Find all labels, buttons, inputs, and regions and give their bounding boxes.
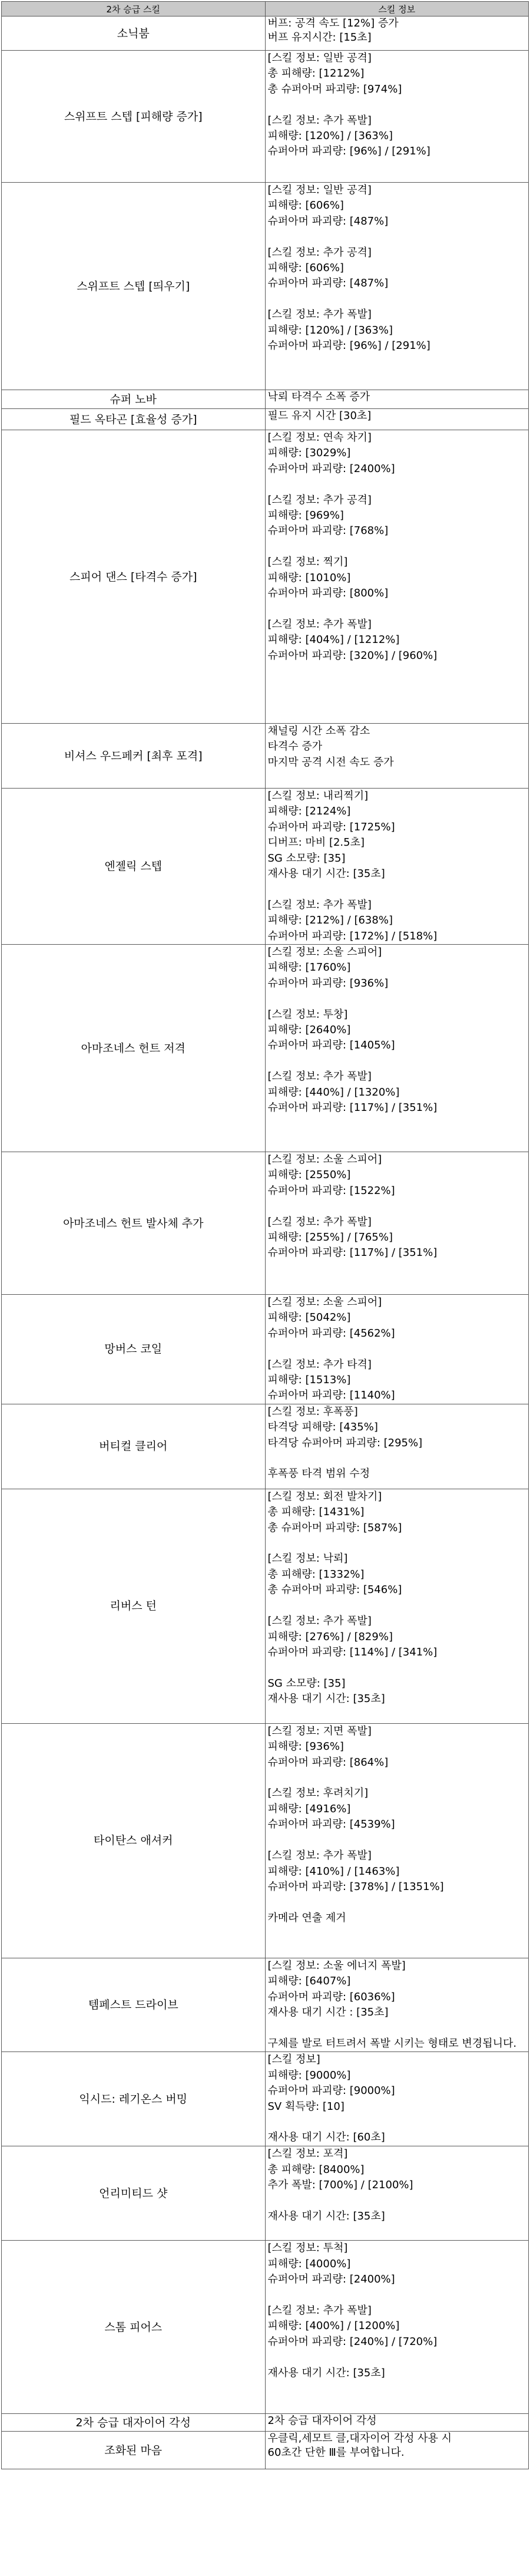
info-line: [스킬 정보: 연속 차기] — [267, 431, 372, 444]
info-line: [스킬 정보: 추가 폭발] — [267, 1615, 372, 1628]
info-line: 필드 유지 시간 [30초] — [267, 410, 372, 422]
info-line: 슈퍼아머 파괴량: [2400%] — [267, 462, 395, 475]
info-line: 총 슈퍼아머 파괴량: [587%] — [267, 1521, 402, 1534]
info-line: 총 슈퍼아머 파괴량: [974%] — [267, 83, 402, 95]
table-row — [2, 1404, 529, 1489]
skill-info — [265, 2432, 529, 2469]
info-line: 재사용 대기 시간: [35초] — [267, 1693, 385, 1706]
header-skill: 2차 승급 스킬 — [2, 2, 266, 17]
skill-name: 망버스 코일 — [2, 1295, 266, 1404]
info-line: [스킬 정보: 후려치기] — [267, 1787, 369, 1800]
info-line: 슈퍼아머 파괴량: [487%] — [267, 215, 389, 227]
info-line: [스킬 정보: 일반 공격] — [267, 184, 372, 196]
skill-name: 리버스 턴 — [2, 1489, 266, 1723]
info-line: 슈퍼아머 파괴량: [1725%] — [267, 820, 395, 833]
info-line: 피해량: [255%] / [765%] — [267, 1231, 393, 1244]
info-line: 2차 승급 대자이어 각성 — [267, 2415, 377, 2427]
info-line: [스킬 정보: 추가 폭발] — [267, 898, 372, 911]
info-line: [스킬 정보: 후폭풍] — [267, 1405, 358, 1418]
info-line: SG 소모량: [35] — [267, 1677, 346, 1690]
table-body — [2, 17, 529, 2469]
info-line: 피해량: [212%] / [638%] — [267, 914, 393, 927]
info-line — [268, 1895, 526, 1910]
info-line: 후폭풍 타격 범위 수정 — [267, 1467, 370, 1480]
info-line: 슈퍼아머 파괴량: [487%] — [267, 277, 389, 290]
table-row — [2, 2241, 529, 2414]
skill-name: 스위프트 스텝 [띄우기] — [2, 183, 266, 390]
skill-info — [265, 409, 529, 430]
info-line — [268, 1660, 526, 1675]
info-line: [스킬 정보: 추가 타격] — [267, 1358, 372, 1371]
info-line — [268, 1451, 526, 1466]
info-line: 피해량: [276%] / [829%] — [267, 1630, 393, 1643]
info-line — [268, 539, 526, 555]
skill-name: 스위프트 스텝 [피해량 증가] — [2, 51, 266, 183]
info-line: [스킬 정보: 소울 스피어] — [267, 1296, 382, 1309]
info-line: 재사용 대기 시간: [35초] — [267, 2366, 385, 2379]
info-line: 재사용 대기 시간 : [35초] — [267, 2006, 389, 2019]
skill-table — [1, 1, 529, 2469]
info-line: 슈퍼아머 파괴량: [96%] / [291%] — [267, 339, 430, 352]
info-line: 채널링 시간 소폭 감소 — [267, 725, 370, 737]
skill-info — [265, 724, 529, 789]
info-line: 슈퍼아머 파괴량: [1522%] — [267, 1184, 395, 1197]
info-line: [스킬 정보: 찍기] — [267, 556, 348, 569]
skill-name: 타이탄스 애셔커 — [2, 1723, 266, 1958]
info-line: [스킬 정보: 추가 폭발] — [267, 1215, 372, 1228]
info-line — [268, 1536, 526, 1551]
skill-info — [265, 390, 529, 409]
info-line: 슈퍼아머 파괴량: [117%] / [351%] — [267, 1246, 438, 1259]
info-line: 총 피해량: [1212%] — [267, 67, 365, 80]
header-row — [2, 2, 529, 17]
info-line: 피해량: [4916%] — [267, 1802, 351, 1815]
info-line: [스킬 정보: 소울 에너지 폭발] — [267, 1959, 406, 1972]
info-line: 총 피해량: [1332%] — [267, 1568, 365, 1581]
skill-name: 템페스트 드라이브 — [2, 1958, 266, 2051]
table-row — [2, 1958, 529, 2051]
info-line: [스킬 정보: 소울 스피어] — [267, 946, 382, 959]
info-line: 슈퍼아머 파괴량: [9000%] — [267, 2084, 395, 2097]
info-line — [268, 1199, 526, 1214]
info-line — [268, 1341, 526, 1357]
info-line: 피해량: [969%] — [267, 509, 344, 522]
skill-name: 아마조네스 헌트 저격 — [2, 945, 266, 1152]
info-line: [스킬 정보: 추가 공격] — [267, 493, 372, 506]
info-line — [268, 991, 526, 1007]
info-line: 피해량: [4000%] — [267, 2257, 351, 2270]
info-line: 피해량: [5042%] — [267, 1311, 351, 1324]
info-line: 슈퍼아머 파괴량: [378%] / [1351%] — [267, 1880, 444, 1893]
skill-name: 필드 옥타곤 [효율성 증가] — [2, 409, 266, 430]
info-line: 낙뢰 타격수 소폭 증가 — [267, 391, 370, 403]
info-line — [268, 1054, 526, 1069]
info-line: 피해량: [1010%] — [267, 571, 351, 584]
info-line — [268, 2021, 526, 2036]
info-line: 슈퍼아머 파괴량: [240%] / [720%] — [267, 2335, 438, 2348]
info-line — [268, 2194, 526, 2209]
skill-name: 언리미티드 샷 — [2, 2146, 266, 2241]
info-line: 슈퍼아머 파괴량: [1405%] — [267, 1039, 395, 1052]
skill-info — [265, 2414, 529, 2432]
skill-info — [265, 945, 529, 1152]
info-line: [스킬 정보] — [267, 2053, 320, 2066]
table-row — [2, 1489, 529, 1723]
info-line: 추가 폭발: [700%] / [2100%] — [267, 2179, 413, 2192]
info-line: 슈퍼아머 파괴량: [114%] / [341%] — [267, 1645, 438, 1658]
info-line — [268, 882, 526, 897]
skill-info — [265, 2241, 529, 2414]
skill-info — [265, 789, 529, 945]
info-line: [스킬 정보: 내리찍기] — [267, 790, 369, 802]
info-line: 총 피해량: [8400%] — [267, 2163, 365, 2176]
info-line: [스킬 정보: 포격] — [267, 2148, 348, 2161]
info-line: 슈퍼아머 파괴량: [936%] — [267, 977, 389, 989]
skill-info — [265, 430, 529, 724]
table-row — [2, 724, 529, 789]
info-line: 슈퍼아머 파괴량: [117%] / [351%] — [267, 1101, 438, 1114]
skill-name: 스톰 피어스 — [2, 2241, 266, 2414]
info-line: 피해량: [9000%] — [267, 2069, 351, 2082]
info-line: 피해량: [440%] / [1320%] — [267, 1086, 400, 1099]
skill-name: 2차 승급 대자이어 각성 — [2, 2414, 266, 2432]
table-row — [2, 390, 529, 409]
info-line: 재사용 대기 시간: [35초] — [267, 868, 385, 880]
skill-name: 아마조네스 헌트 발사체 추가 — [2, 1152, 266, 1295]
info-line: 피해량: [120%] / [363%] — [267, 130, 393, 143]
skill-name: 스피어 댄스 [타격수 증가] — [2, 430, 266, 724]
skill-info — [265, 1489, 529, 1723]
info-line: [스킬 정보: 추가 폭발] — [267, 308, 372, 321]
info-line: 슈퍼아머 파괴량: [1140%] — [267, 1389, 395, 1402]
skill-info — [265, 1723, 529, 1958]
info-line — [268, 229, 526, 245]
info-line: 피해량: [1760%] — [267, 961, 351, 974]
info-line: 슈퍼아머 파괴량: [768%] — [267, 525, 389, 537]
info-line: 재사용 대기 시간: [35초] — [267, 2209, 385, 2222]
table-row — [2, 409, 529, 430]
table-row — [2, 17, 529, 51]
info-line — [268, 292, 526, 307]
info-line: 버프: 공격 속도 [12%] 증가 — [267, 17, 399, 29]
skill-name: 슈퍼 노바 — [2, 390, 266, 409]
info-line: 피해량: [1513%] — [267, 1374, 351, 1387]
info-line: [스킬 정보: 지면 폭발] — [267, 1724, 372, 1737]
info-line: [스킬 정보: 추가 폭발] — [267, 1070, 372, 1083]
info-line: 총 슈퍼아머 파괴량: [546%] — [267, 1584, 402, 1597]
info-line: 피해량: [606%] — [267, 262, 344, 275]
info-line: [스킬 정보: 추가 폭발] — [267, 114, 372, 127]
skill-info — [265, 1404, 529, 1489]
info-line: 우클릭,세모트 클,대자이어 각성 사용 시 — [267, 2432, 452, 2445]
skill-info — [265, 1958, 529, 2051]
info-line: 피해량: [936%] — [267, 1740, 344, 1753]
table-row — [2, 945, 529, 1152]
info-line: [스킬 정보: 소울 스피어] — [267, 1153, 382, 1166]
info-line: 타격당 피해량: [435%] — [267, 1421, 378, 1434]
info-line: 슈퍼아머 파괴량: [320%] / [960%] — [267, 649, 438, 662]
skill-info — [265, 1295, 529, 1404]
info-line: [스킬 정보: 추가 폭발] — [267, 2304, 372, 2317]
info-line: 슈퍼아머 파괴량: [96%] / [291%] — [267, 145, 430, 158]
table-row — [2, 1723, 529, 1958]
info-line: 60초간 단한 Ⅲ를 부여합니다. — [267, 2446, 405, 2459]
info-line: [스킬 정보: 투창] — [267, 1008, 348, 1021]
table-row — [2, 1295, 529, 1404]
table-row — [2, 1152, 529, 1295]
skill-name: 버티컬 클리어 — [2, 1404, 266, 1489]
info-line: [스킬 정보: 일반 공격] — [267, 52, 372, 64]
skill-info — [265, 2052, 529, 2146]
info-line: 피해량: [3029%] — [267, 447, 351, 460]
info-line: 슈퍼아머 파괴량: [2400%] — [267, 2273, 395, 2286]
skill-name: 익시드: 레기온스 버밍 — [2, 2052, 266, 2146]
info-line: 피해량: [2124%] — [267, 805, 351, 818]
info-line — [268, 477, 526, 492]
info-line — [268, 2350, 526, 2365]
skill-name: 조화된 마음 — [2, 2432, 266, 2469]
info-line — [268, 1598, 526, 1614]
info-line: 슈퍼아머 파괴량: [800%] — [267, 587, 389, 600]
info-line: [스킬 정보: 낙뢰] — [267, 1552, 348, 1565]
info-line: [스킬 정보: 투척] — [267, 2242, 348, 2255]
skill-info — [265, 183, 529, 390]
info-line: [스킬 정보: 추가 공격] — [267, 246, 372, 259]
info-line: SG 소모량: [35] — [267, 852, 346, 865]
table-row — [2, 789, 529, 945]
info-line — [268, 1833, 526, 1848]
skill-info — [265, 2146, 529, 2241]
info-line — [268, 2288, 526, 2303]
info-line: 피해량: [400%] / [1200%] — [267, 2320, 400, 2333]
table-row — [2, 2146, 529, 2241]
info-line: 피해량: [2550%] — [267, 1169, 351, 1182]
skill-name: 엔젤릭 스텝 — [2, 789, 266, 945]
info-line: 구체를 발로 터트려서 폭발 시키는 형태로 변경됩니다. — [267, 2037, 517, 2050]
table-row — [2, 430, 529, 724]
info-line: 슈퍼아머 파괴량: [864%] — [267, 1756, 389, 1769]
info-line: 타격수 증가 — [267, 740, 323, 753]
info-line: [스킬 정보: 추가 폭발] — [267, 618, 372, 631]
skill-name: 비셔스 우드페커 [최후 포격] — [2, 724, 266, 789]
info-line: 피해량: [120%] / [363%] — [267, 324, 393, 337]
skill-name: 소닉붐 — [2, 17, 266, 51]
info-line: [스킬 정보: 추가 폭발] — [267, 1849, 372, 1862]
skill-info — [265, 1152, 529, 1295]
info-line: SV 획득량: [10] — [267, 2100, 344, 2113]
info-line: 버프 유지시간: [15초] — [267, 31, 372, 44]
info-line: 피해량: [606%] — [267, 199, 344, 212]
table-row — [2, 2052, 529, 2146]
table-row — [2, 51, 529, 183]
info-line: [스킬 정보: 회전 발차기] — [267, 1490, 382, 1503]
info-line: 타격당 슈퍼아머 파괴량: [295%] — [267, 1436, 423, 1449]
info-line: 슈퍼아머 파괴량: [4562%] — [267, 1327, 395, 1340]
table-row — [2, 2414, 529, 2432]
info-line: 마지막 공격 시전 속도 증가 — [267, 756, 394, 768]
info-line: 디버프: 마비 [2.5초] — [267, 836, 365, 849]
info-line: 카메라 연출 제거 — [267, 1911, 346, 1924]
info-line — [268, 2115, 526, 2130]
skill-info — [265, 17, 529, 51]
info-line: 피해량: [2640%] — [267, 1024, 351, 1037]
info-line — [268, 601, 526, 616]
info-line: 슈퍼아머 파괴량: [6036%] — [267, 1990, 395, 2003]
info-line: 슈퍼아머 파괴량: [172%] / [518%] — [267, 929, 438, 942]
info-line: 재사용 대기 시간: [60초] — [267, 2131, 385, 2144]
info-line: 총 피해량: [1431%] — [267, 1506, 365, 1519]
info-line: 피해량: [404%] / [1212%] — [267, 634, 400, 647]
info-line — [268, 1770, 526, 1786]
info-line: 피해량: [410%] / [1463%] — [267, 1865, 400, 1878]
info-line: 피해량: [6407%] — [267, 1975, 351, 1988]
table-row — [2, 2432, 529, 2469]
table-row — [2, 183, 529, 390]
skill-info — [265, 51, 529, 183]
info-line — [268, 97, 526, 113]
info-line: 슈퍼아머 파괴량: [4539%] — [267, 1818, 395, 1831]
header-info: 스킬 정보 — [265, 2, 529, 17]
